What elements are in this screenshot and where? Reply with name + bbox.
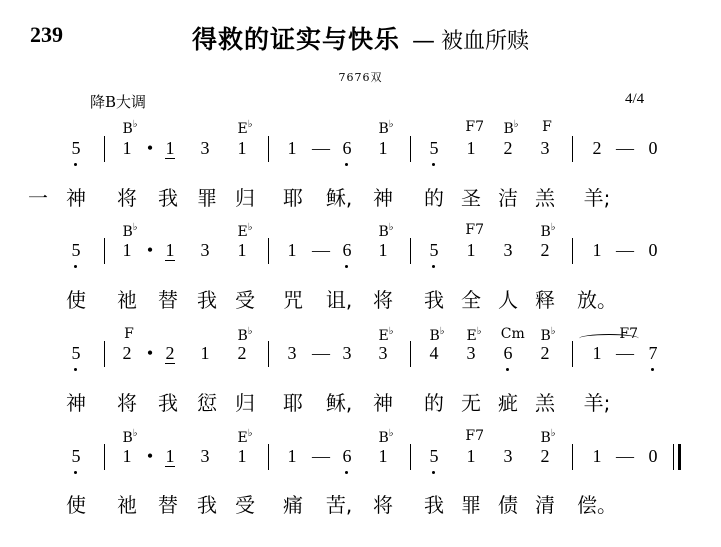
note: 1	[237, 446, 247, 466]
note: 2	[122, 343, 132, 363]
lyric-char: 圣	[461, 186, 481, 210]
barline	[104, 341, 105, 367]
chord-symbol	[501, 326, 525, 342]
chord-root: B	[378, 224, 389, 240]
note: 5	[66, 138, 86, 159]
note: 3	[466, 343, 476, 363]
flat-sign: ♭	[247, 326, 253, 337]
final-barline-thick	[678, 444, 681, 470]
lyric-char: 偿。	[577, 493, 617, 517]
title-dash: —	[412, 28, 435, 54]
chord-symbol	[465, 222, 484, 238]
lyric-char: 使	[66, 288, 86, 312]
lyric-char: 羔	[535, 391, 555, 415]
chord-symbol	[124, 326, 134, 342]
chord-root: B	[122, 121, 133, 137]
barline	[410, 136, 411, 162]
lyric-char: 无	[461, 391, 481, 415]
note: 6	[337, 446, 357, 467]
flat-sign: ♭	[439, 326, 445, 337]
note: 1	[466, 138, 476, 158]
note: 1	[160, 446, 180, 467]
lyric-char: 耶	[283, 391, 303, 415]
barline	[572, 444, 573, 470]
flat-sign: ♭	[388, 222, 394, 233]
barline	[104, 238, 105, 264]
chord-symbol	[378, 428, 393, 446]
chord-symbol	[379, 326, 394, 344]
lyric-char: 受	[235, 493, 255, 517]
note: 5	[66, 240, 86, 261]
flat-sign: ♭	[476, 326, 482, 337]
lyric-char: 我	[424, 493, 444, 517]
barline	[268, 136, 269, 162]
hymn-title-line	[0, 20, 721, 56]
lyric-char: 人	[498, 288, 518, 312]
chord-symbol	[122, 119, 137, 137]
note: 1	[287, 240, 297, 260]
note: 0	[648, 240, 658, 260]
note: —	[312, 343, 330, 363]
note: 1	[378, 138, 388, 158]
barline	[410, 238, 411, 264]
lyric-char: 放。	[577, 288, 617, 312]
flat-sign: ♭	[132, 222, 138, 233]
lyric-char: 替	[158, 493, 178, 517]
note: 1	[592, 446, 602, 466]
note: 1	[122, 138, 132, 158]
note: 0	[648, 446, 658, 466]
note: 5	[66, 446, 86, 467]
chord-root: E	[378, 328, 389, 344]
note: 5	[424, 446, 444, 467]
flat-sign: ♭	[388, 428, 394, 439]
lyric-char: 清	[535, 493, 555, 517]
chord-root: B	[378, 121, 389, 137]
lyric-char: 神	[373, 391, 393, 415]
lyric-char: 使	[66, 493, 86, 517]
note: 7	[643, 343, 663, 364]
flat-sign: ♭	[513, 119, 519, 130]
lyric-char: 的	[424, 391, 444, 415]
chord-root: F	[542, 119, 552, 135]
lyric-char: 释	[535, 288, 555, 312]
lyric-char: 耶	[283, 186, 303, 210]
chord-root: B	[503, 121, 514, 137]
lyric-char: 的	[424, 186, 444, 210]
lyric-char: 神	[66, 391, 86, 415]
note: 6	[337, 138, 357, 159]
chord-root: B	[540, 224, 551, 240]
barline	[572, 341, 573, 367]
lyric-char: 痛	[283, 493, 303, 517]
note: 3	[503, 240, 513, 260]
note: 1	[200, 343, 210, 363]
chord-root: E	[466, 328, 477, 344]
lyric-char: 疵	[498, 391, 518, 415]
lyric-char: 一	[28, 186, 48, 210]
lyric-char: 稣,	[325, 186, 353, 210]
note: 5	[66, 343, 86, 364]
chord-symbol	[378, 119, 393, 137]
hymn-title: 得救的证实与快乐	[191, 25, 400, 54]
chord-root: B	[122, 224, 133, 240]
note: 1	[287, 138, 297, 158]
lyric-char: 我	[197, 288, 217, 312]
note: 3	[342, 343, 352, 363]
flat-sign: ♭	[550, 222, 556, 233]
note: 5	[424, 138, 444, 159]
lyric-char: 诅,	[325, 288, 353, 312]
note: •	[146, 240, 154, 260]
chord-symbol	[122, 428, 137, 446]
note: 1	[287, 446, 297, 466]
note: 3	[287, 343, 297, 363]
barline	[410, 341, 411, 367]
lyric-char: 苦,	[325, 493, 353, 517]
chord-root: F7	[465, 222, 485, 238]
chord-root: F7	[619, 326, 639, 342]
chord-root: E	[237, 224, 248, 240]
lyric-char: 羔	[535, 186, 555, 210]
flat-sign: ♭	[132, 119, 138, 130]
lyric-char: 祂	[117, 493, 137, 517]
note: 3	[200, 138, 210, 158]
note: 2	[540, 446, 550, 466]
flat-sign: ♭	[247, 119, 253, 130]
lyric-char: 神	[66, 186, 86, 210]
note: •	[146, 446, 154, 466]
chord-root: B	[122, 430, 133, 446]
lyric-char: 我	[424, 288, 444, 312]
note: •	[146, 343, 154, 363]
flat-sign: ♭	[550, 326, 556, 337]
note: 3	[200, 240, 210, 260]
lyric-char: 将	[373, 288, 393, 312]
flat-sign: ♭	[388, 326, 394, 337]
chord-root: B	[429, 328, 440, 344]
flat-sign: ♭	[247, 428, 253, 439]
lyric-char: 我	[158, 391, 178, 415]
chord-root: F7	[465, 119, 485, 135]
chord-root: B	[378, 430, 389, 446]
key-signature: 降B大调	[90, 93, 147, 111]
note: 1	[122, 446, 132, 466]
chord-symbol	[238, 119, 253, 137]
flat-sign: ♭	[550, 428, 556, 439]
lyric-char: 将	[117, 186, 137, 210]
note: 1	[587, 343, 607, 364]
note: 1	[160, 240, 180, 261]
lyric-char: 归	[235, 186, 255, 210]
chord-symbol	[465, 428, 484, 444]
chord-symbol	[467, 326, 482, 344]
note: 3	[503, 446, 513, 466]
note: —	[312, 240, 330, 260]
barline	[572, 136, 573, 162]
note: —	[312, 446, 330, 466]
note: —	[616, 446, 634, 466]
flat-sign: ♭	[132, 428, 138, 439]
chord-symbol	[237, 326, 252, 344]
note: 1	[592, 240, 602, 260]
note: 1	[122, 240, 132, 260]
note: 2	[540, 240, 550, 260]
lyric-char: 债	[498, 493, 518, 517]
meter-label: 7676双	[338, 71, 383, 84]
lyric-char: 将	[117, 391, 137, 415]
note: 5	[424, 240, 444, 261]
barline	[268, 238, 269, 264]
lyric-char: 羊;	[583, 186, 611, 210]
chord-symbol	[540, 428, 555, 446]
note: 1	[466, 240, 476, 260]
lyric-char: 罪	[461, 493, 481, 517]
lyric-char: 稣,	[325, 391, 353, 415]
note: —	[312, 138, 330, 158]
final-barline-thin	[673, 444, 674, 470]
barline	[268, 341, 269, 367]
note: 3	[540, 138, 550, 158]
chord-root: E	[237, 430, 248, 446]
lyric-char: 羊;	[583, 391, 611, 415]
chord-symbol	[122, 222, 137, 240]
chord-root: Cm	[500, 326, 525, 342]
lyric-char: 神	[373, 186, 393, 210]
note: 3	[200, 446, 210, 466]
chord-root: F	[124, 326, 134, 342]
lyric-char: 愆	[197, 391, 217, 415]
note: •	[146, 138, 154, 158]
chord-root: B	[540, 328, 551, 344]
hymn-number: 239	[30, 22, 63, 47]
chord-root: B	[237, 328, 248, 344]
barline	[104, 136, 105, 162]
note: 1	[466, 446, 476, 466]
flat-sign: ♭	[388, 119, 394, 130]
lyric-char: 归	[235, 391, 255, 415]
note: 0	[648, 138, 658, 158]
chord-root: E	[237, 121, 248, 137]
chord-symbol	[238, 222, 253, 240]
chord-root: B	[540, 430, 551, 446]
note: 1	[378, 446, 388, 466]
chord-symbol	[540, 326, 555, 344]
note: —	[616, 240, 634, 260]
flat-sign: ♭	[247, 222, 253, 233]
chord-symbol	[542, 119, 552, 135]
chord-root: F7	[465, 428, 485, 444]
note: —	[616, 343, 634, 363]
chord-symbol	[503, 119, 518, 137]
note: 1	[237, 138, 247, 158]
lyric-char: 替	[158, 288, 178, 312]
note: 6	[337, 240, 357, 261]
time-signature: 4/4	[625, 91, 645, 107]
barline	[572, 238, 573, 264]
lyric-char: 洁	[498, 186, 518, 210]
note: 1	[378, 240, 388, 260]
barline	[268, 444, 269, 470]
note: 1	[237, 240, 247, 260]
lyric-char: 受	[235, 288, 255, 312]
barline	[410, 444, 411, 470]
note: 2	[503, 138, 513, 158]
chord-symbol	[238, 428, 253, 446]
note: 2	[592, 138, 602, 158]
chord-symbol	[378, 222, 393, 240]
chord-symbol	[540, 222, 555, 240]
lyric-char: 我	[197, 493, 217, 517]
note: 2	[540, 343, 550, 363]
chord-symbol	[429, 326, 444, 344]
note: 1	[160, 138, 180, 159]
note: 4	[429, 343, 439, 363]
lyric-char: 祂	[117, 288, 137, 312]
lyric-char: 罪	[197, 186, 217, 210]
barline	[104, 444, 105, 470]
note: —	[616, 138, 634, 158]
hymn-subtitle: 被血所赎	[441, 29, 530, 54]
lyric-char: 我	[158, 186, 178, 210]
note: 6	[498, 343, 518, 364]
note: 2	[160, 343, 180, 364]
note: 2	[237, 343, 247, 363]
lyric-char: 咒	[283, 288, 303, 312]
note: 3	[378, 343, 388, 363]
chord-symbol	[465, 119, 484, 135]
lyric-char: 全	[461, 288, 481, 312]
lyric-char: 将	[373, 493, 393, 517]
